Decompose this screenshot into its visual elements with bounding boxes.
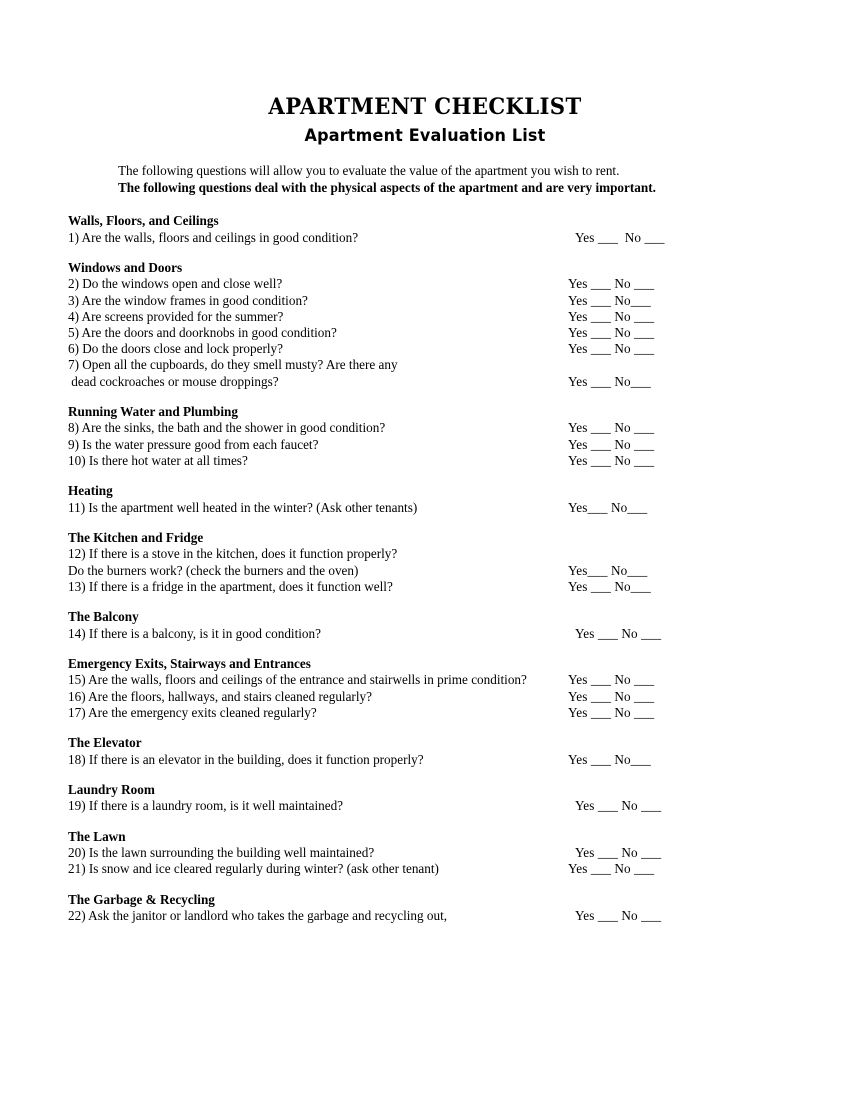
- checklist-question-row: [68, 500, 768, 516]
- yes-no-answer-blanks[interactable]: Yes___ No___: [568, 499, 648, 515]
- yes-no-answer-blanks[interactable]: Yes ___ No ___: [568, 308, 655, 324]
- question-text: 11) Is the apartment well heated in the winter? (Ask other tenants): [68, 499, 418, 515]
- section-heading: The Elevator: [68, 735, 142, 751]
- checklist-section: [68, 213, 768, 246]
- checklist-question-row: [68, 420, 768, 436]
- yes-no-answer-blanks[interactable]: Yes ___ No___: [568, 373, 651, 389]
- intro-line-1: The following questions will allow you to evaluate the value of the apartment you wish to rent.: [118, 163, 620, 178]
- checklist-question-row: [68, 453, 768, 469]
- checklist-sections: [68, 213, 768, 924]
- question-text: 14) If there is a balcony, is it in good condition?: [68, 625, 321, 641]
- checklist-question-row: [68, 705, 768, 721]
- checklist-question-row: [68, 908, 768, 924]
- checklist-question-row: [68, 579, 768, 595]
- checklist-question-row: [68, 276, 768, 292]
- yes-no-answer-blanks[interactable]: Yes ___ No ___: [575, 845, 662, 861]
- question-text: 15) Are the walls, floors and ceilings of the entrance and stairwells in prime condition?: [68, 672, 527, 688]
- checklist-question-row: [68, 374, 768, 390]
- section-heading: The Kitchen and Fridge: [68, 529, 204, 545]
- question-text: 6) Do the doors close and lock properly?: [68, 341, 283, 357]
- yes-no-answer-blanks[interactable]: Yes ___ No ___: [575, 908, 662, 924]
- question-text: 2) Do the windows open and close well?: [68, 276, 283, 292]
- checklist-section: [68, 483, 768, 516]
- yes-no-answer-blanks[interactable]: Yes ___ No___: [568, 292, 651, 308]
- checklist-question-row: [68, 626, 768, 642]
- question-text: 22) Ask the janitor or landlord who takes the garbage and recycling out,: [68, 908, 448, 924]
- checklist-question-row: [68, 752, 768, 768]
- checklist-section: [68, 735, 768, 768]
- yes-no-answer-blanks[interactable]: Yes ___ No ___: [575, 229, 665, 245]
- section-heading: Laundry Room: [68, 781, 155, 797]
- checklist-question-row: [68, 861, 768, 877]
- checklist-question-row: [68, 546, 768, 562]
- question-text: 16) Are the floors, hallways, and stairs cleaned regularly?: [68, 688, 372, 704]
- section-heading: Running Water and Plumbing: [68, 403, 238, 419]
- yes-no-answer-blanks[interactable]: Yes ___ No ___: [568, 704, 655, 720]
- question-text: 12) If there is a stove in the kitchen, does it function properly?: [68, 546, 398, 562]
- yes-no-answer-blanks[interactable]: Yes ___ No ___: [568, 420, 655, 436]
- checklist-question-row: [68, 357, 768, 373]
- checklist-question-row: [68, 293, 768, 309]
- section-heading: Emergency Exits, Stairways and Entrances: [68, 655, 311, 671]
- question-text: 7) Open all the cupboards, do they smell musty? Are there any: [68, 357, 398, 373]
- checklist-section: [68, 404, 768, 469]
- checklist-question-row: [68, 798, 768, 814]
- checklist-question-row: [68, 437, 768, 453]
- section-heading: The Garbage & Recycling: [68, 891, 215, 907]
- checklist-question-row: [68, 689, 768, 705]
- question-text: 5) Are the doors and doorknobs in good condition?: [68, 325, 337, 340]
- question-text: 10) Is there hot water at all times?: [68, 452, 248, 468]
- checklist-question-row: [68, 563, 768, 579]
- yes-no-answer-blanks[interactable]: Yes___ No___: [568, 562, 648, 578]
- section-heading: The Balcony: [68, 609, 139, 625]
- checklist-question-row: [68, 309, 768, 325]
- question-text: 17) Are the emergency exits cleaned regularly?: [68, 704, 317, 720]
- question-text: 20) Is the lawn surrounding the building well maintained?: [68, 845, 375, 861]
- question-text: 9) Is the water pressure good from each faucet?: [68, 436, 319, 452]
- checklist-section: [68, 260, 768, 390]
- question-text: 13) If there is a fridge in the apartment, does it function well?: [68, 578, 393, 594]
- section-heading: Walls, Floors, and Ceilings: [68, 213, 219, 228]
- checklist-section: [68, 829, 768, 878]
- checklist-section: [68, 782, 768, 815]
- question-text: dead cockroaches or mouse droppings?: [68, 373, 279, 389]
- yes-no-answer-blanks[interactable]: Yes ___ No___: [568, 751, 651, 767]
- yes-no-answer-blanks[interactable]: Yes ___ No ___: [568, 436, 655, 452]
- checklist-question-row: [68, 341, 768, 357]
- question-text: 3) Are the window frames in good condition?: [68, 292, 308, 308]
- checklist-question-row: [68, 672, 768, 688]
- checklist-section: [68, 892, 768, 925]
- yes-no-answer-blanks[interactable]: Yes ___ No ___: [568, 341, 655, 357]
- page-title: APARTMENT CHECKLIST: [268, 94, 582, 120]
- page-subtitle: Apartment Evaluation List: [304, 125, 546, 145]
- question-text: 21) Is snow and ice cleared regularly during winter? (ask other tenant): [68, 861, 439, 877]
- yes-no-answer-blanks[interactable]: Yes ___ No ___: [568, 276, 655, 292]
- section-heading: Heating: [68, 483, 113, 499]
- checklist-section: [68, 530, 768, 595]
- checklist-question-row: [68, 845, 768, 861]
- yes-no-answer-blanks[interactable]: Yes ___ No ___: [568, 672, 655, 688]
- question-text: Do the burners work? (check the burners and the oven): [68, 562, 359, 578]
- yes-no-answer-blanks[interactable]: Yes ___ No ___: [568, 861, 655, 877]
- question-text: 1) Are the walls, floors and ceilings in good condition?: [68, 229, 359, 245]
- checklist-section: [68, 656, 768, 721]
- checklist-section: [68, 609, 768, 642]
- yes-no-answer-blanks[interactable]: Yes ___ No___: [568, 578, 651, 594]
- intro-line-2: The following questions deal with the physical aspects of the apartment and are very important.: [118, 179, 656, 195]
- yes-no-answer-blanks[interactable]: Yes ___ No ___: [568, 688, 655, 704]
- intro-paragraph: [118, 163, 758, 196]
- yes-no-answer-blanks[interactable]: Yes ___ No ___: [575, 625, 662, 641]
- yes-no-answer-blanks[interactable]: Yes ___ No ___: [575, 798, 662, 814]
- checklist-question-row: [68, 325, 768, 341]
- document-header: [0, 96, 850, 145]
- question-text: 19) If there is a laundry room, is it well maintained?: [68, 798, 344, 814]
- question-text: 18) If there is an elevator in the building, does it function properly?: [68, 751, 424, 767]
- question-text: 8) Are the sinks, the bath and the shower in good condition?: [68, 420, 386, 436]
- section-heading: The Lawn: [68, 828, 126, 844]
- checklist-question-row: [68, 230, 768, 246]
- yes-no-answer-blanks[interactable]: Yes ___ No ___: [568, 325, 655, 340]
- section-heading: Windows and Doors: [68, 259, 183, 275]
- question-text: 4) Are screens provided for the summer?: [68, 308, 284, 324]
- yes-no-answer-blanks[interactable]: Yes ___ No ___: [568, 452, 655, 468]
